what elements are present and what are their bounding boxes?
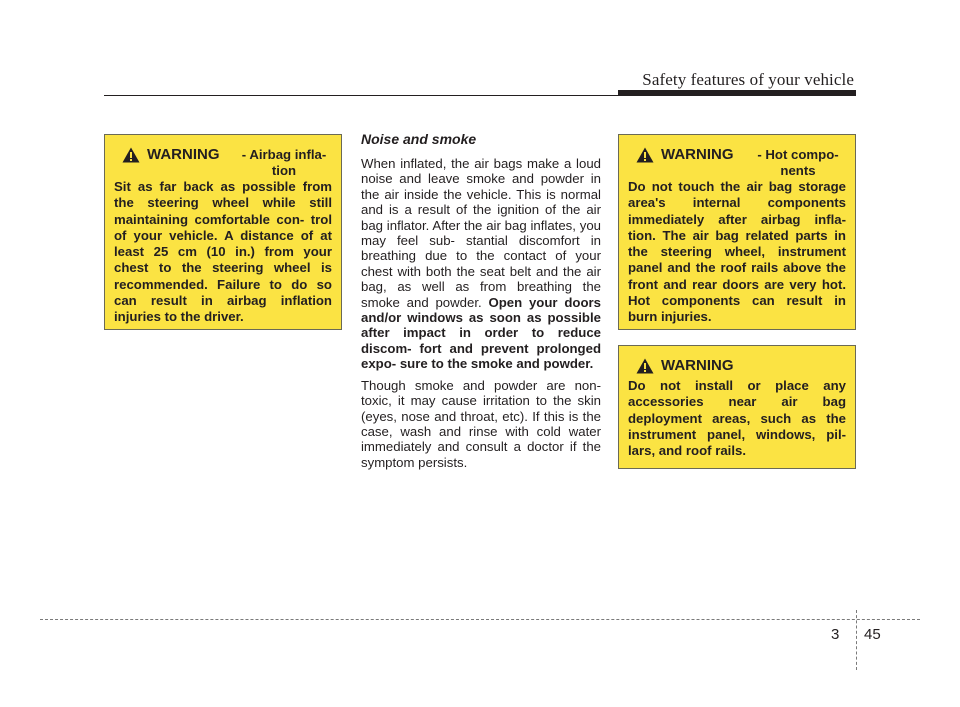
warning-body: Do not touch the air bag storage area's internal components immediately after airbag infla- tion. The air bag related parts in the steering wheel, instrument panel and the roof rails above the front and rear doors are very hot. Hot components can result in burn injuries.	[628, 179, 846, 325]
warning-subtitle-line2: tion	[271, 163, 297, 178]
warning-subtitle	[747, 147, 849, 179]
warning-title: WARNING	[147, 146, 220, 163]
paragraph-1	[361, 156, 601, 372]
header-title: Safety features of your vehicle	[642, 70, 854, 89]
warning-header	[628, 356, 846, 378]
warning-box-accessories	[618, 345, 856, 469]
warning-header	[628, 145, 846, 179]
warning-triangle-icon	[636, 358, 654, 374]
warning-subtitle-line2: nents	[780, 163, 816, 178]
warning-box-airbag	[104, 134, 342, 330]
warning-subtitle-line1: - Hot compo-	[757, 147, 839, 162]
paragraph-2: Though smoke and powder are non- toxic, it may cause irritation to the skin (eyes, nose and throat, etc). If this is the case, wash and rinse with cold water immediately and consult a doctor if the symptom persists.	[361, 377, 601, 470]
warning-body: Do not install or place any accessories near air bag deployment areas, such as the instrument panel, windows, pil- lars, and roof rails.	[628, 378, 846, 459]
paragraph-1-bold: Open your doors and/or windows as soon as possible after impact in order to reduce discom- fort and prevent prolonged expo- sure to the smoke and powder.	[361, 294, 601, 372]
warning-subtitle-line1: - Airbag infla-	[241, 147, 327, 162]
header-rule-accent	[618, 90, 856, 96]
page-number: 45	[864, 626, 881, 643]
paragraph-1-text: When inflated, the air bags make a loud noise and leave smoke and powder in the air inside the vehicle. This is normal and is a result of the ignition of the air bag inflator. After the air bag inflates, you may feel sub- stantial discomfort in breathing due to the contact of your chest with both the seat belt and the air bag, as well as from breathing the smoke and powder.	[361, 156, 601, 310]
warning-body: Sit as far back as possible from the steering wheel while still maintaining comfortable con- trol of your vehicle. A distance of at least 25 cm (10 in.) from your chest to the steering wheel is recommended. Failure to do so can result in airbag inflation injuries to the driver.	[114, 179, 332, 325]
footer-divider	[856, 610, 857, 670]
warning-title: WARNING	[661, 146, 734, 163]
footer-rule	[40, 619, 920, 620]
warning-header	[114, 145, 332, 179]
warning-title: WARNING	[661, 357, 734, 374]
warning-subtitle	[233, 147, 335, 179]
warning-box-hot-components	[618, 134, 856, 330]
noise-and-smoke-section	[361, 131, 601, 476]
chapter-number: 3	[831, 626, 840, 643]
warning-triangle-icon	[636, 147, 654, 163]
warning-triangle-icon	[122, 147, 140, 163]
section-title: Noise and smoke	[361, 131, 477, 147]
